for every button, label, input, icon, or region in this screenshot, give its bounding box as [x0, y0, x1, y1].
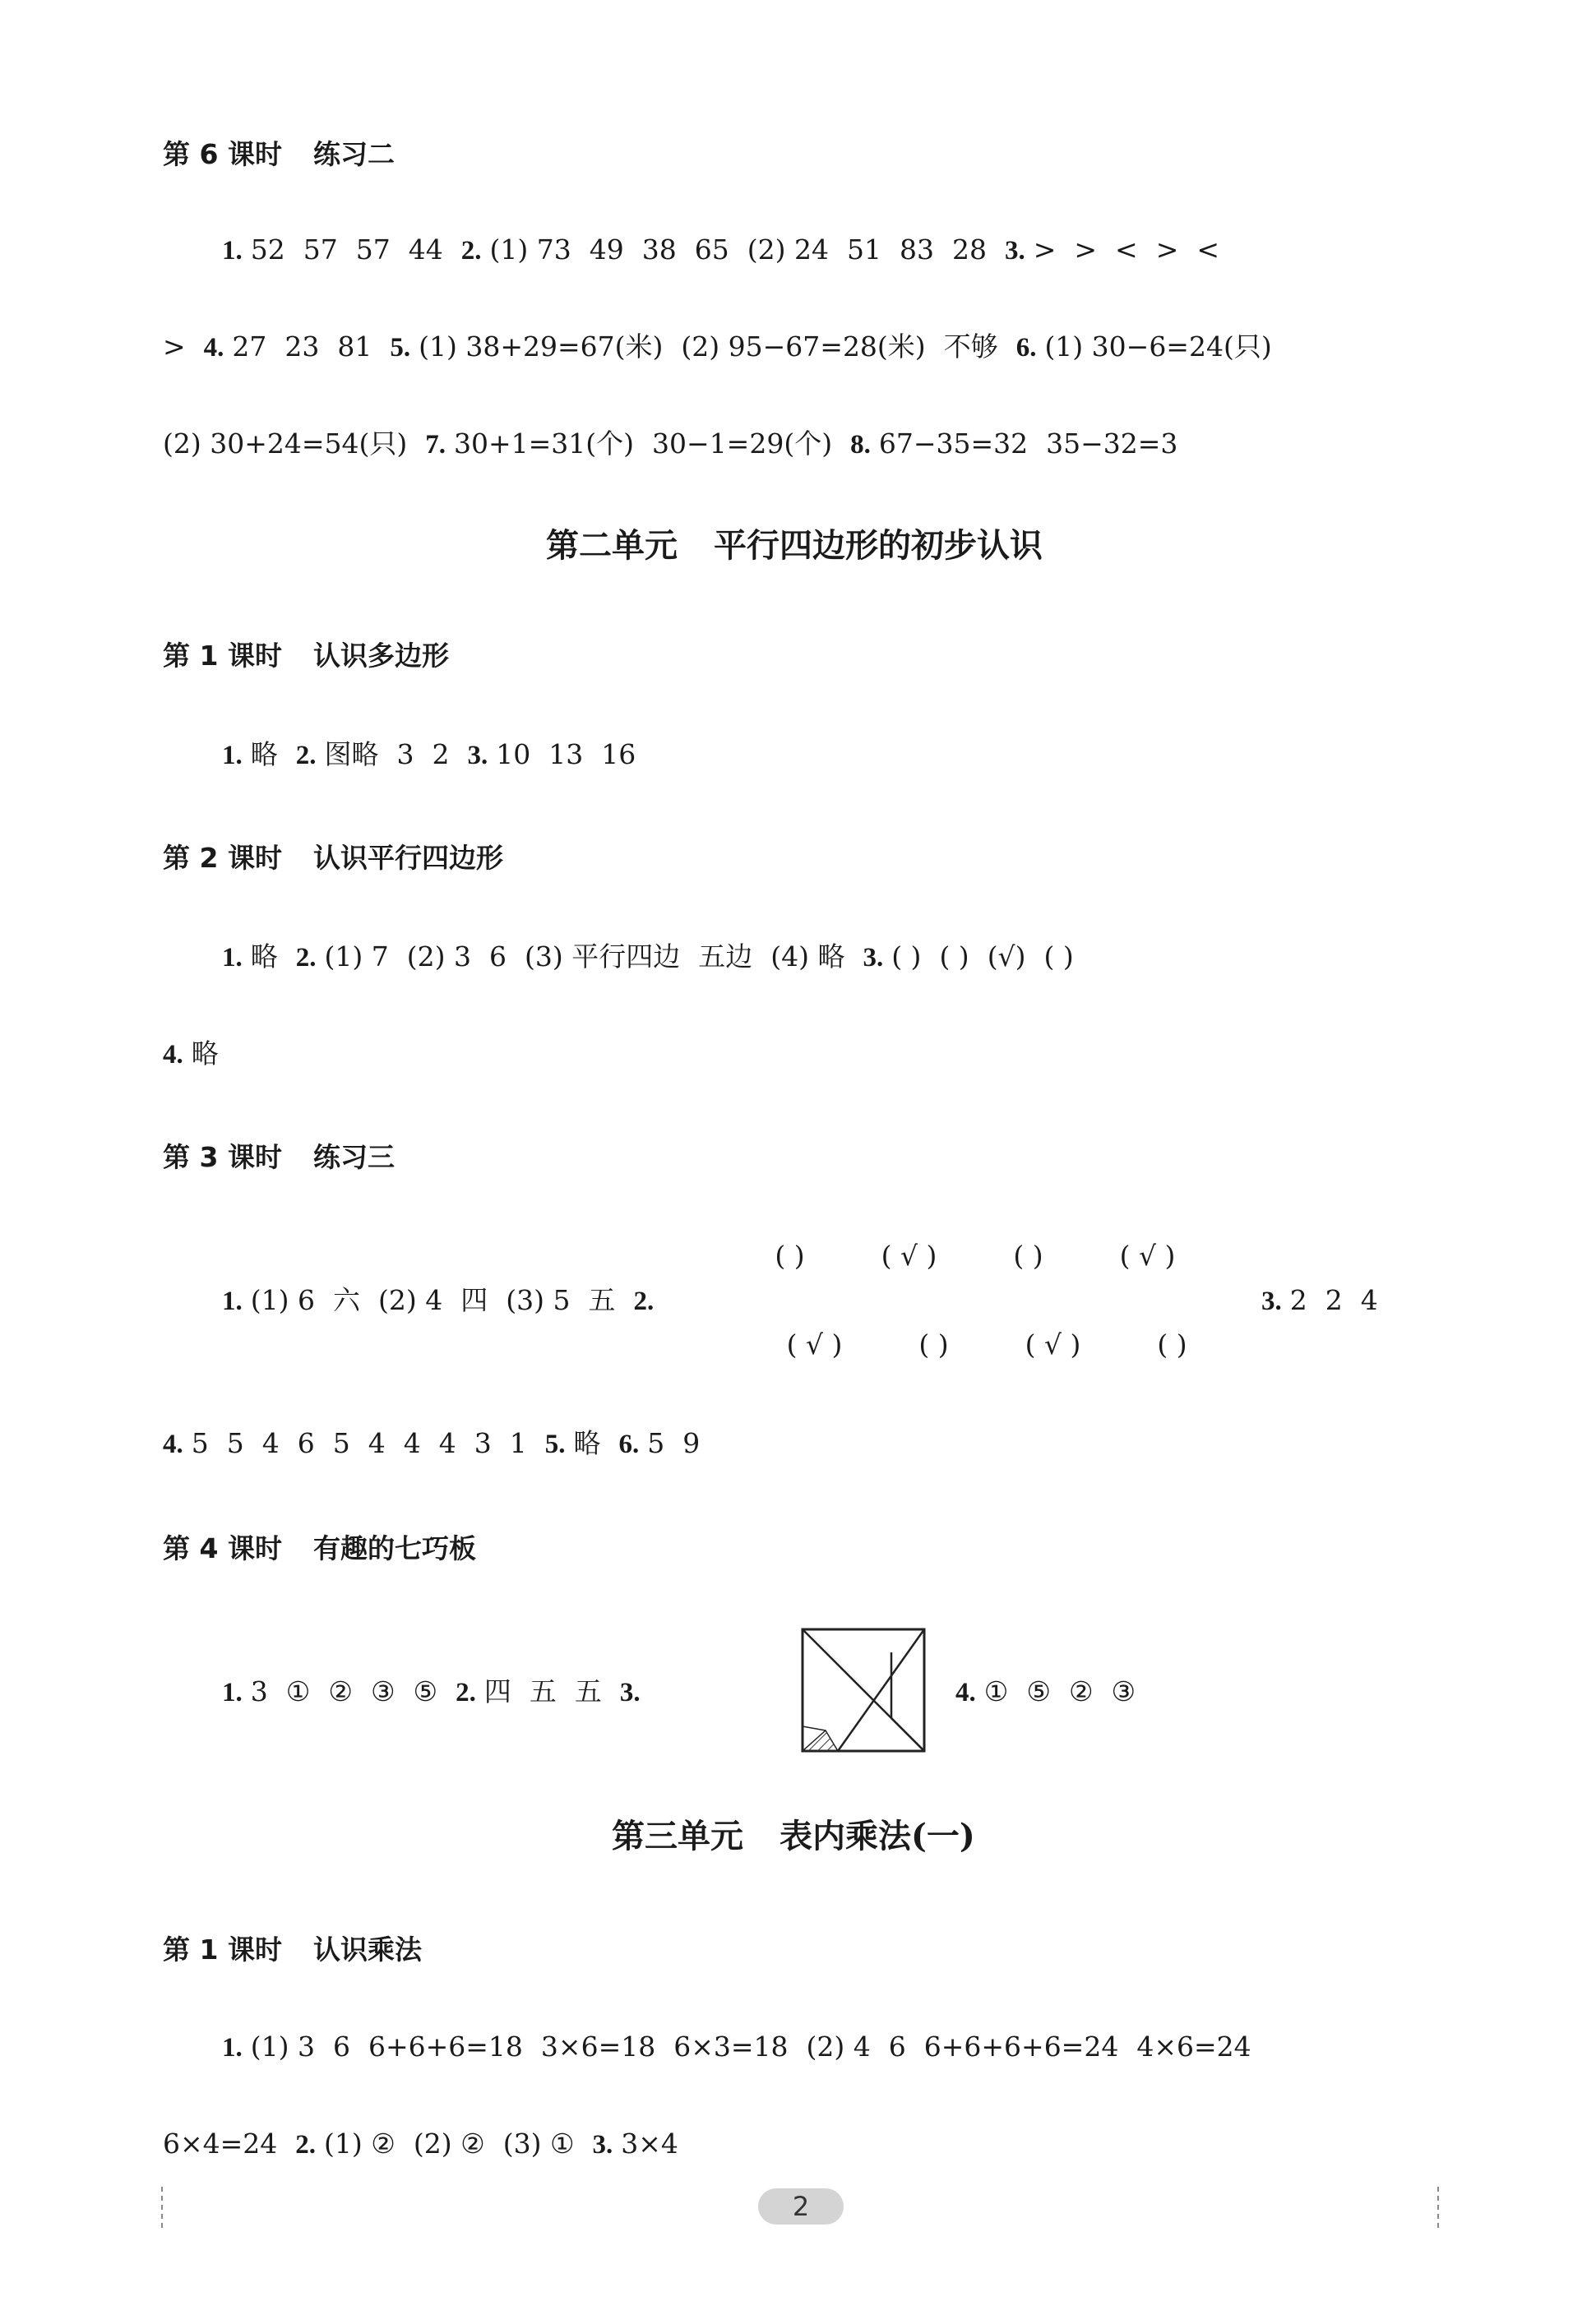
answer-line	[222, 738, 636, 772]
lesson-number: 第 4 课时	[163, 1532, 282, 1564]
answer-line	[222, 1675, 641, 1709]
question-number: 1.	[222, 1678, 243, 1707]
lesson-number: 第 1 课时	[163, 1934, 282, 1966]
answer-token: 五	[574, 1675, 602, 1707]
answer-line	[163, 427, 1177, 461]
answer-token: 五边	[698, 940, 753, 973]
answer-token: >	[1074, 233, 1098, 266]
answer-token: >	[1155, 233, 1179, 266]
answer-token: 4	[368, 1427, 386, 1459]
question-number: 3.	[1261, 1287, 1282, 1316]
answer-token: 略	[191, 1037, 219, 1070]
lesson-number: 第 2 课时	[163, 842, 282, 874]
answer-line	[222, 940, 1074, 974]
check-mark-bracket: ( )	[775, 1240, 805, 1272]
answer-token: 图略	[324, 738, 379, 770]
answer-token: 35−32=3	[1046, 427, 1178, 460]
unit-title	[612, 1817, 975, 1856]
answer-token: (1) 30−6=24(只)	[1044, 330, 1272, 363]
question-number: 2.	[460, 236, 482, 266]
answer-token: ②	[1068, 1675, 1094, 1707]
answer-token: 五	[529, 1675, 557, 1707]
check-mark-bracket: ( √ )	[1119, 1240, 1176, 1272]
answer-token: 3×4	[621, 2128, 678, 2160]
answer-token: 3	[250, 1675, 268, 1707]
left-margin-rule	[161, 2187, 163, 2228]
answer-token: ①	[983, 1675, 1009, 1707]
lesson-title: 认识平行四边形	[312, 842, 503, 874]
question-number: 8.	[850, 430, 871, 460]
answer-token: 13	[548, 738, 584, 770]
answer-line	[222, 1284, 654, 1318]
check-mark-bracket: ( √ )	[1025, 1328, 1081, 1361]
answer-token: 3	[474, 1427, 492, 1459]
answer-token: 28	[951, 233, 987, 266]
answer-token: ②	[328, 1675, 353, 1707]
answer-token: 4	[438, 1427, 456, 1459]
lesson-title: 练习二	[312, 138, 395, 170]
tangram-figure	[801, 1628, 926, 1753]
answer-token: 2	[1289, 1284, 1307, 1316]
answer-token: (√)	[987, 940, 1026, 973]
answer-token: 4	[403, 1427, 421, 1459]
answer-token: 10	[496, 738, 531, 770]
unit-name: 表内乘法(一)	[779, 1817, 975, 1855]
answer-token: 2	[432, 738, 450, 770]
answer-token: 6	[488, 940, 507, 973]
lesson-number: 第 6 课时	[163, 138, 282, 170]
answer-token: (1) 7	[324, 940, 389, 973]
lesson-title: 有趣的七巧板	[312, 1532, 476, 1564]
answer-token: (1) 6	[250, 1284, 315, 1316]
answer-token: 不够	[943, 330, 998, 363]
unit-number: 第三单元	[612, 1817, 743, 1855]
answer-token: 6+6+6+6=24	[923, 2031, 1119, 2063]
answer-token: (3) ①	[502, 2128, 575, 2160]
answer-token: 38	[641, 233, 677, 266]
answer-token: 四	[460, 1284, 488, 1316]
answer-token: (3) 平行四边	[524, 940, 681, 973]
answer-token: <	[1196, 233, 1219, 266]
lesson-title: 练习三	[312, 1141, 395, 1173]
answer-token: (1) ②	[324, 2128, 396, 2160]
question-number: 1.	[222, 236, 243, 266]
question-number: 1.	[222, 2033, 243, 2063]
answer-token: 49	[589, 233, 624, 266]
answer-token: 4	[1360, 1284, 1378, 1316]
question-number: 2.	[633, 1287, 655, 1316]
question-number: 7.	[425, 430, 446, 460]
question-number: 3.	[592, 2130, 613, 2160]
lesson-heading	[163, 138, 395, 171]
answer-token: 五	[588, 1284, 616, 1316]
answer-line	[955, 1675, 1136, 1709]
question-number: 2.	[456, 1678, 476, 1707]
answer-line	[163, 1037, 219, 1071]
answer-line	[163, 2128, 678, 2161]
question-number: 3.	[619, 1678, 641, 1707]
page-number: 2	[758, 2188, 844, 2225]
answer-token: ( )	[891, 940, 922, 973]
answer-token: ( )	[1043, 940, 1074, 973]
answer-token: 2	[1325, 1284, 1343, 1316]
answer-token: ③	[370, 1675, 396, 1707]
question-number: 2.	[295, 741, 317, 770]
answer-token: 30+1=31(个)	[454, 427, 635, 460]
check-mark-bracket: ( √ )	[786, 1328, 843, 1361]
answer-line	[163, 330, 1272, 364]
answer-token: (1) 3	[250, 2031, 315, 2063]
question-number: 4.	[203, 333, 224, 363]
lesson-heading	[163, 842, 503, 875]
answer-token: 1	[509, 1427, 527, 1459]
answer-line	[222, 233, 1219, 267]
check-row-bottom	[755, 1328, 1232, 1361]
answer-token: 6	[888, 2031, 906, 2063]
answer-token: ( )	[939, 940, 969, 973]
check-row-top	[730, 1240, 1207, 1273]
answer-token: ③	[1111, 1675, 1136, 1707]
question-number: 3.	[863, 943, 884, 973]
answer-token: (3) 5	[506, 1284, 571, 1316]
answer-token: 51	[846, 233, 881, 266]
answer-token: 略	[250, 940, 278, 973]
answer-token: >	[163, 330, 186, 363]
question-number: 6.	[1015, 333, 1037, 363]
question-number: 1.	[222, 1287, 243, 1316]
answer-token: (1) 38+29=67(米)	[419, 330, 664, 363]
answer-token: 52	[250, 233, 285, 266]
answer-token: 3	[396, 738, 414, 770]
question-number: 5.	[544, 1430, 566, 1459]
answer-token: >	[1033, 233, 1057, 266]
answer-token: <	[1115, 233, 1138, 266]
unit-name: 平行四边形的初步认识	[714, 526, 1043, 565]
answer-line	[222, 2031, 1251, 2064]
answer-token: 5	[647, 1427, 665, 1459]
lesson-heading	[163, 1532, 476, 1565]
answer-token: 略	[250, 738, 278, 770]
answer-token: 六	[332, 1284, 360, 1316]
unit-title	[546, 526, 1043, 566]
answer-token: 57	[303, 233, 338, 266]
lesson-heading	[163, 1141, 395, 1174]
question-number: 3.	[467, 741, 488, 770]
lesson-title: 认识多边形	[312, 640, 449, 672]
check-mark-bracket: ( )	[1157, 1328, 1187, 1361]
question-number: 3.	[1004, 236, 1025, 266]
question-number: 4.	[163, 1040, 183, 1070]
answer-token: 6+6+6=18	[368, 2031, 523, 2063]
lesson-number: 第 3 课时	[163, 1141, 282, 1173]
answer-token: (2) 3	[406, 940, 471, 973]
answer-token: 5	[332, 1427, 350, 1459]
answer-token: ①	[285, 1675, 311, 1707]
check-mark-bracket: ( )	[918, 1328, 949, 1361]
answer-token: (2) 30+24=54(只)	[163, 427, 408, 460]
answer-token: (1) 73	[489, 233, 571, 266]
answer-token: 5	[226, 1427, 244, 1459]
answer-token: 6	[332, 2031, 350, 2063]
question-number: 2.	[295, 943, 317, 973]
answer-token: 44	[408, 233, 443, 266]
answer-token: (2) 4	[377, 1284, 443, 1316]
question-number: 2.	[295, 2130, 317, 2160]
unit-number: 第二单元	[546, 526, 678, 565]
answer-token: 4	[261, 1427, 280, 1459]
answer-token: (2) 95−67=28(米)	[681, 330, 926, 363]
answer-token: 9	[682, 1427, 701, 1459]
answer-token: 5	[191, 1427, 209, 1459]
answer-token: (2) ②	[413, 2128, 485, 2160]
answer-token: 6	[297, 1427, 315, 1459]
answer-token: 27	[232, 330, 267, 363]
lesson-heading	[163, 640, 449, 672]
question-number: 4.	[163, 1430, 183, 1459]
question-number: 1.	[222, 943, 243, 973]
answer-token: 6×4=24	[163, 2128, 278, 2160]
answer-token: (2) 4	[806, 2031, 871, 2063]
answer-token: 81	[337, 330, 372, 363]
answer-token: 略	[573, 1427, 601, 1459]
answer-line	[163, 1427, 700, 1461]
answer-token: ⑤	[413, 1675, 438, 1707]
answer-token: 23	[285, 330, 320, 363]
answer-token: 16	[601, 738, 636, 770]
question-number: 6.	[618, 1430, 640, 1459]
answer-token: 57	[355, 233, 391, 266]
check-mark-bracket: ( √ )	[881, 1240, 937, 1272]
answer-token: 65	[694, 233, 729, 266]
answer-line	[1261, 1284, 1378, 1318]
answer-token: 6×3=18	[673, 2031, 789, 2063]
answer-token: (2) 24	[747, 233, 829, 266]
answer-token: (4) 略	[770, 940, 845, 973]
lesson-number: 第 1 课时	[163, 640, 282, 672]
question-number: 4.	[955, 1678, 976, 1707]
question-number: 5.	[390, 333, 411, 363]
answer-token: ⑤	[1026, 1675, 1051, 1707]
lesson-title: 认识乘法	[312, 1934, 422, 1966]
check-mark-bracket: ( )	[1013, 1240, 1043, 1272]
lesson-heading	[163, 1934, 422, 1966]
right-margin-rule	[1437, 2187, 1439, 2228]
answer-token: 4×6=24	[1136, 2031, 1251, 2063]
answer-token: 30−1=29(个)	[652, 427, 833, 460]
answer-token: 83	[899, 233, 934, 266]
answer-token: 3×6=18	[540, 2031, 656, 2063]
answer-token: 四	[483, 1675, 511, 1707]
question-number: 1.	[222, 741, 243, 770]
answer-token: 67−35=32	[878, 427, 1029, 460]
